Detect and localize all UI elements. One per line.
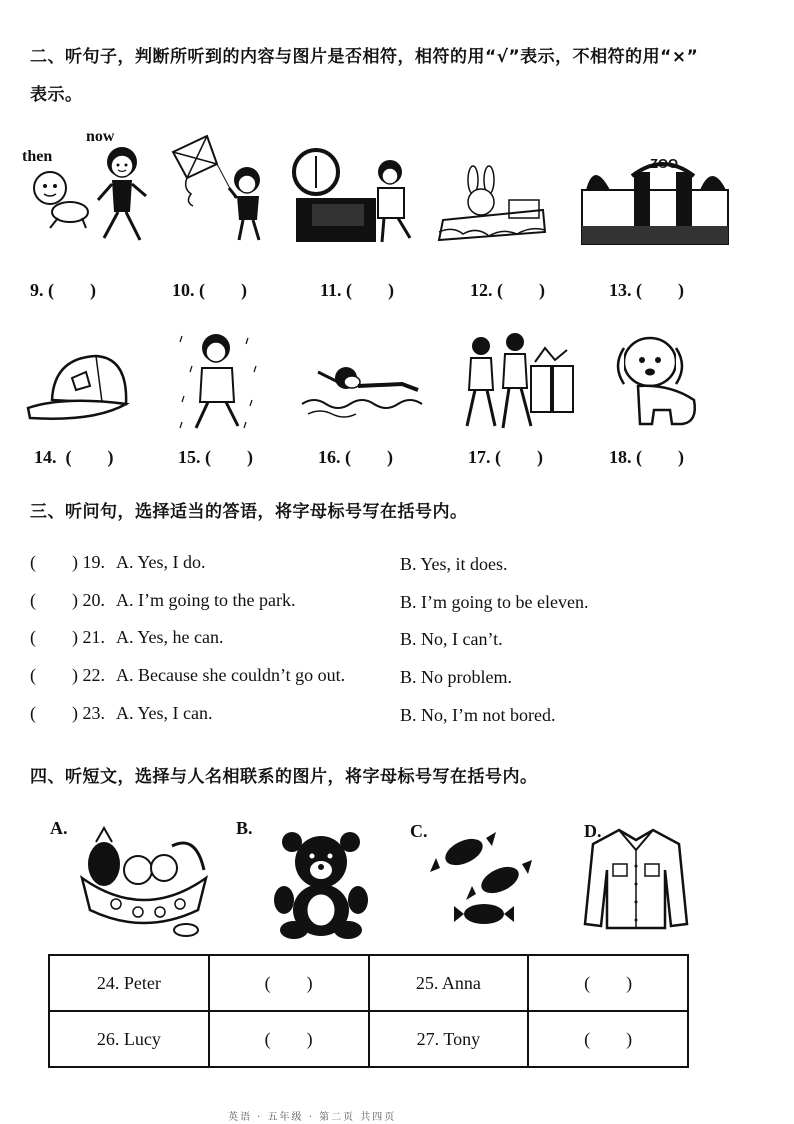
q23-option-b: B. No, I’m not bored. xyxy=(400,705,556,725)
pic15-boy-rain xyxy=(176,326,268,436)
pic17-cleaning-workers xyxy=(455,330,575,434)
name-cell-peter: 24. Peter xyxy=(49,955,209,1011)
q23-option-a: A. Yes, I can. xyxy=(116,703,213,723)
section2-title-line1: 二、听句子，判断所听到的内容与图片是否相符，相符的用“√”表示，不相符的用“×” xyxy=(30,47,699,67)
section2-title-line2: 表示。 xyxy=(30,85,83,105)
item-12: 12. ( ) xyxy=(470,280,545,300)
pic12-rabbit-float xyxy=(433,150,553,250)
option-a-fruit-basket xyxy=(76,826,212,938)
pic9-then-label: then xyxy=(22,148,53,165)
item-14: 14. ( ) xyxy=(34,447,114,467)
q22-number: ( ) 22. xyxy=(30,665,105,685)
item-15: 15. ( ) xyxy=(178,447,253,467)
option-b-label: B. xyxy=(236,818,253,838)
item-16: 16. ( ) xyxy=(318,447,393,467)
pic13-zoo-sign: ZOO xyxy=(650,156,679,171)
q20-option-b: B. I’m going to be eleven. xyxy=(400,592,589,612)
q21-number: ( ) 21. xyxy=(30,627,105,647)
name-cell-tony: 27. Tony xyxy=(369,1011,529,1067)
item-10: 10. ( ) xyxy=(172,280,247,300)
answer-cell-25[interactable]: ( ) xyxy=(528,955,688,1011)
item-18: 18. ( ) xyxy=(609,447,684,467)
q22-option-a: A. Because she couldn’t go out. xyxy=(116,665,346,685)
pic9-baby-and-girl xyxy=(20,140,160,250)
section4-title: 四、听短文，选择与人名相联系的图片，将字母标号写在括号内。 xyxy=(30,767,538,787)
pic14-cap xyxy=(24,350,134,430)
pic18-puppy xyxy=(610,326,706,430)
name-cell-lucy: 26. Lucy xyxy=(49,1011,209,1067)
name-cell-anna: 25. Anna xyxy=(369,955,529,1011)
item-11: 11. ( ) xyxy=(320,280,394,300)
item-9: 9. ( ) xyxy=(30,280,96,300)
answer-cell-26[interactable]: ( ) xyxy=(209,1011,369,1067)
answer-table xyxy=(48,954,689,1068)
option-b-teddy-bear xyxy=(272,830,370,940)
table-row xyxy=(49,1011,688,1067)
option-c-label: C. xyxy=(410,821,428,841)
q19-option-a: A. Yes, I do. xyxy=(116,552,206,572)
table-row xyxy=(49,955,688,1011)
answer-cell-24[interactable]: ( ) xyxy=(209,955,369,1011)
item-17: 17. ( ) xyxy=(468,447,543,467)
item-13: 13. ( ) xyxy=(609,280,684,300)
q19-option-b: B. Yes, it does. xyxy=(400,554,508,574)
option-d-label: D. xyxy=(584,821,602,841)
pic13-zoo-gate xyxy=(580,150,730,250)
q21-option-a: A. Yes, he can. xyxy=(116,627,224,647)
answer-cell-27[interactable]: ( ) xyxy=(528,1011,688,1067)
pic10-kite-boy xyxy=(165,132,275,244)
q23-number: ( ) 23. xyxy=(30,703,105,723)
option-d-shirt xyxy=(583,826,689,930)
q20-option-a: A. I’m going to the park. xyxy=(116,590,296,610)
section3-title: 三、听问句，选择适当的答语，将字母标号写在括号内。 xyxy=(30,502,468,522)
page-footer: 英语 · 五年级 · 第二页 共四页 xyxy=(228,1112,397,1123)
option-a-label: A. xyxy=(50,818,68,838)
q21-option-b: B. No, I can’t. xyxy=(400,629,503,649)
pic11-clock-sofa-boy xyxy=(292,148,424,248)
pic9-now-label: now xyxy=(86,128,115,145)
q22-option-b: B. No problem. xyxy=(400,667,512,687)
pic16-swimmer xyxy=(298,360,428,422)
option-c-candies xyxy=(428,830,534,930)
q20-number: ( ) 20. xyxy=(30,590,105,610)
q19-number: ( ) 19. xyxy=(30,552,105,572)
